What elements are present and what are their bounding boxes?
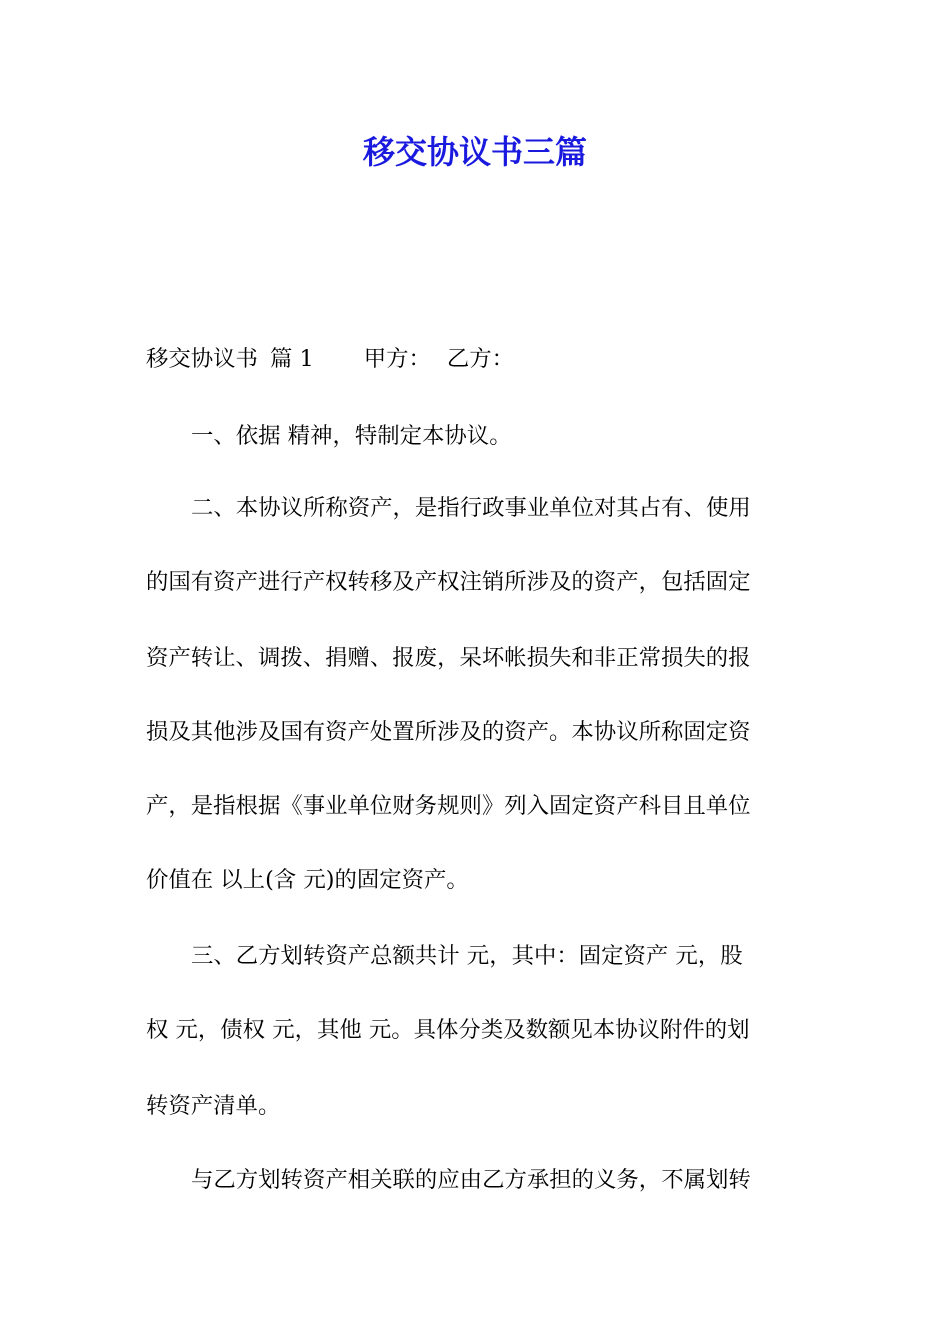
clause-2-line-5: 产，是指根据《事业单位财务规则》列入固定资产科目且单位 bbox=[146, 793, 751, 819]
obligation-line-1: 与乙方划转资产相关联的应由乙方承担的义务，不属划转 bbox=[191, 1167, 751, 1193]
clause-1-line: 一、依据 精神，特制定本协议。 bbox=[191, 423, 512, 449]
clause-2-line-6: 价值在 以上(含 元)的固定资产。 bbox=[146, 867, 469, 893]
clause-2-line-3: 资产转让、调拨、捐赠、报废，呆坏帐损失和非正常损失的报 bbox=[146, 645, 751, 671]
party-a-label: 甲方： bbox=[363, 346, 431, 372]
clause-2-line-2: 的国有资产进行产权转移及产权注销所涉及的资产，包括固定 bbox=[146, 569, 751, 595]
clause-3-line-2: 权 元，债权 元，其他 元。具体分类及数额见本协议附件的划 bbox=[146, 1017, 750, 1043]
party-b-label: 乙方： bbox=[446, 346, 515, 372]
clause-2-line-1: 二、本协议所称资产，是指行政事业单位对其占有、使用 bbox=[191, 495, 751, 521]
clause-3-line-1: 三、乙方划转资产总额共计 元，其中：固定资产 元，股 bbox=[191, 943, 743, 969]
document-title: 移交协议书三篇 bbox=[362, 133, 587, 171]
clause-3-line-3: 转资产清单。 bbox=[146, 1093, 281, 1119]
header-line bbox=[146, 343, 808, 375]
part-number: 篇 1 bbox=[269, 346, 314, 372]
agreement-label: 移交协议书 bbox=[146, 346, 258, 372]
clause-2-line-4: 损及其他涉及国有资产处置所涉及的资产。本协议所称固定资 bbox=[146, 719, 751, 745]
